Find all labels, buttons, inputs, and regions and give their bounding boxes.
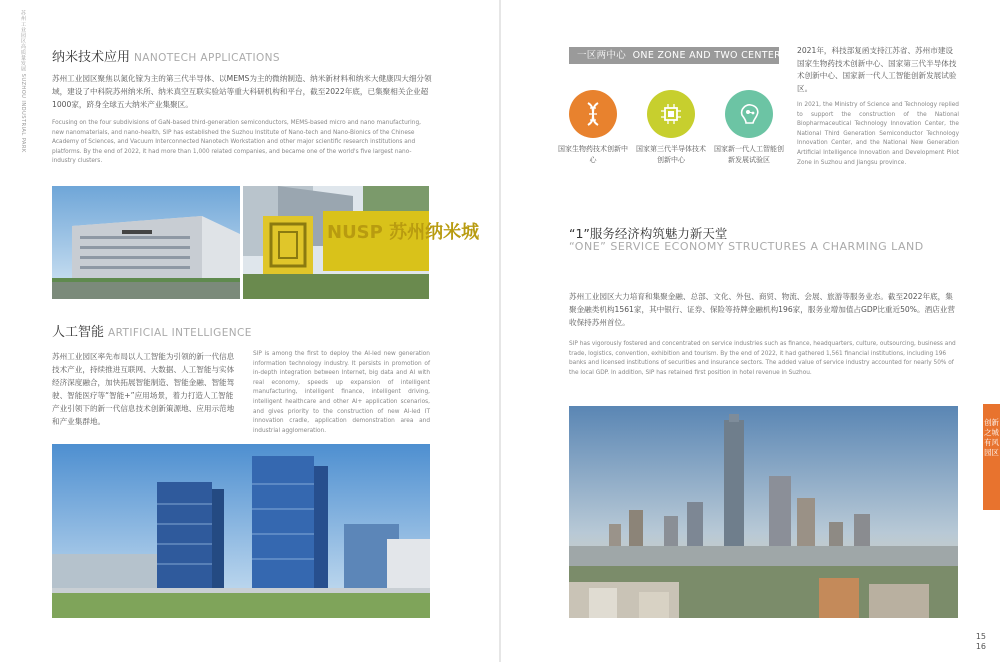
ai-body-en: SIP is among the first to deploy the AI-led new generation information technology industry. It persists in promotion of in-depth integration between Internet, big data and AI with real economy, speeds up expansion of intelligent manufacturing, intelligent finance, intelligent driving, intelligent healthcare and other AI+ application scenarios, and gives priority to the construction of new AI-led IT innovation cradle, application demonstration area and industrial agglomeration. [253,351,430,434]
zone-banner [569,47,788,64]
service-title-en: “ONE” SERVICE ECONOMY STRUCTURES A CHARMING LAND [569,240,924,253]
zone-banner-en: ONE ZONE AND TWO CENTERS [632,50,788,61]
center-semiconductor [634,90,708,165]
service-title-cn: “1”服务经济构筑魅力新天堂 [569,226,728,241]
ai-towers-photo [52,444,430,618]
nano-city-sign: NUSP 苏州纳米城 [327,222,480,243]
brain-icon [725,90,773,138]
page-number-right: 16 [975,642,986,651]
nanotech-body-cn: 苏州工业园区聚焦以氮化镓为主的第三代半导体、以MEMS为主的微纳制造、纳米新材料和纳米大健康四大细分领域，建设了中科院苏州纳米所、纳米真空互联实验站等重大科研机构和平台，截至2022年底，已集聚相关企业超1000家，跻身全球五大纳米产业集聚区。 [52,74,432,109]
nanotech-title-en: NANOTECH APPLICATIONS [134,52,280,64]
dna-icon [569,90,617,138]
zone-banner-cn: 一区两中心 [577,50,627,61]
nano-city-photo [243,186,480,299]
ai-title [52,321,252,340]
vertical-brand-text: 苏州工业园区高质量发展 SUZHOU INDUSTRIAL PARK [20,10,26,153]
nanotech-body-en: Focusing on the four subdivisions of GaN-based third-generation semiconductors, MEMS-based micro and nano manufacturing, new nanomaterials, and nano-health, SIP has established the Suzhou Institute of Nano-tech and Nano-Bionics of the Chinese Academy of Sciences, and Vacuum Interconnected Nanotech Workstation and other major scientific research institutions and platforms. By the end of 2022, it had more than 1,000 related companies, and became one of the world's five largest nano-industry clusters. [52,120,421,165]
page-number-left: 15 [975,632,986,641]
page-gutter [499,0,501,662]
center-label: 国家新一代人工智能创新发展试验区 [714,145,784,164]
center-label: 国家生物药技术创新中心 [558,145,628,164]
nanotech-title [52,46,280,65]
page-numbers [976,632,986,652]
skyline-photo [569,406,958,618]
chip-icon [647,90,695,138]
nanotech-title-cn: 纳米技术应用 [52,50,131,65]
ai-body-cn: 苏州工业园区率先布局以人工智能为引领的新一代信息技术产业，持续推进互联网、大数据、人工智能与实体经济深度融合，加快拓展智能制造、智能金融、智能驾驶、智能医疗等“智能+”应用场景，着力打造人工智能产业引领下的新一代信息技术创新策源地、应用示范地和产业集群地。 [52,352,235,426]
center-ai-pilot [712,90,786,165]
zone-body-cn: 2021年，科技部复函支持江苏省、苏州市建设国家生物药技术创新中心、国家第三代半导体技术创新中心、国家新一代人工智能创新发展试验区。 [797,46,957,93]
service-body-en: SIP has vigorously fostered and concentrated on service industries such as finance, headquarters, culture, outsourcing, business and trade, logistics, convention, exhibition and tourism. By the end of 2022, it had gathered 1,561 financial institutions, including 196 banks and licensed institutions of securities and insurance sectors. The added value of service industry accounted for nearly 50% of the local GDP. In addition, SIP has retained first position in hotel revenue in Suzhou. [569,341,956,376]
center-label: 国家第三代半导体技术创新中心 [636,145,706,164]
ai-title-cn: 人工智能 [52,325,105,340]
center-biopharma [556,90,630,165]
section-side-tab[interactable]: 创新之城 有风园区 [983,404,1000,510]
nanotech-building-photo [52,186,240,299]
zone-body-en: In 2021, the Ministry of Science and Technology replied to support the construction of the National Biopharmaceutical Technology Innovation Center, the National Third Generation Semiconductor Technology Innovation Center, and the National New Generation Artificial Intelligence Innovation and Development Pilot Zone in Suzhou and Jiangsu province. [797,102,959,166]
ai-title-en: ARTIFICIAL INTELLIGENCE [108,327,252,339]
service-body-cn: 苏州工业园区大力培育和集聚金融、总部、文化、外包、商贸、物流、会展、旅游等服务业态。截至2022年底，集聚金融类机构1561家，其中银行、证券、保险等持牌金融机构196家，服务业增加值占GDP比重近50%。酒店业营收保持苏州首位。 [569,292,955,327]
